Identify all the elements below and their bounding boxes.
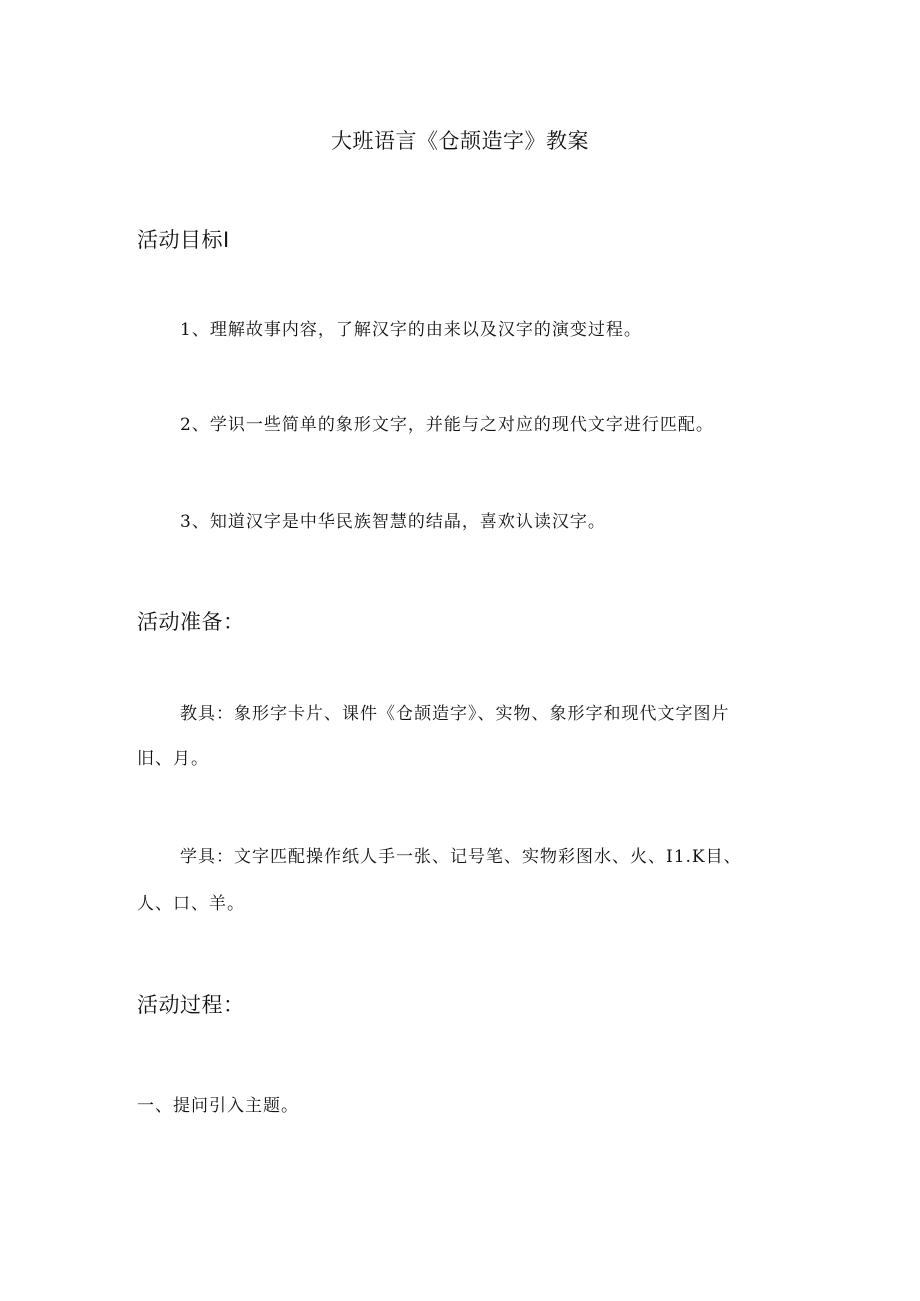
process-step-1: 一、提问引入主题。 <box>137 1096 299 1116</box>
student-materials-line-2: 人、口、羊。 <box>137 894 245 914</box>
goals-heading: 活动目标I <box>137 228 230 252</box>
student-materials-paragraph <box>137 843 767 918</box>
goal-item-2: 2、学识一些简单的象形文字，并能与之对应的现代文字进行匹配。 <box>180 415 714 435</box>
preparation-heading: 活动准备： <box>137 610 245 634</box>
student-materials-line-1: 学具：文字匹配操作纸人手一张、记号笔、实物彩图水、火、I1.K目、 <box>180 847 742 867</box>
teacher-materials-paragraph <box>137 700 767 773</box>
teacher-materials-line-2: 旧、月。 <box>137 749 209 769</box>
document-title: 大班语言《仓颉造字》教案 <box>331 129 589 153</box>
teacher-materials-line-1: 教具：象形字卡片、课件《仓颉造字》、实物、象形字和现代文字图片 <box>180 704 730 724</box>
goal-item-3: 3、知道汉字是中华民族智慧的结晶，喜欢认读汉字。 <box>180 512 606 532</box>
process-heading: 活动过程： <box>137 993 245 1017</box>
goal-item-1: 1、理解故事内容，了解汉字的由来以及汉字的演变过程。 <box>180 320 642 340</box>
